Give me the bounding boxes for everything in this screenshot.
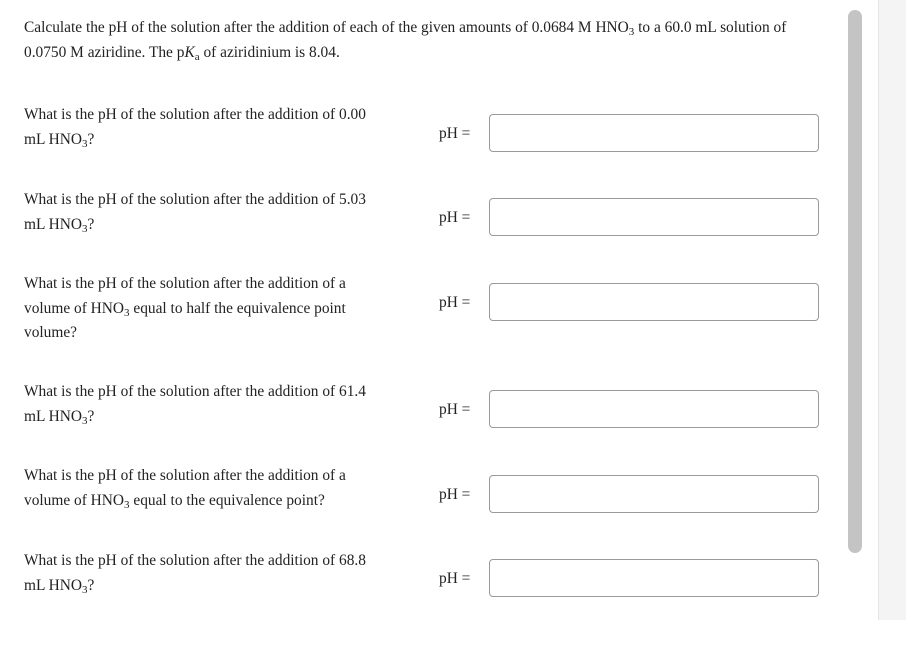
ph-label-3: pH =: [439, 294, 471, 311]
question-4-subscript: 3: [82, 414, 88, 427]
question-4-text-b: ?: [87, 407, 95, 425]
question-1-subscript: 3: [82, 137, 88, 150]
intro-text-1: Calculate the pH of the solution after the addition of each of the given amounts of 0.0684 M HNO: [24, 19, 629, 36]
question-6-text-a: What is the pH of the solution after the addition of 68.8 mL HNO: [24, 552, 366, 594]
question-5-text: [24, 464, 384, 513]
page-bottom: [0, 620, 906, 653]
question-5-text-a: What is the pH of the solution after the addition of a volume of HNO: [24, 467, 346, 509]
intro-k-symbol: K: [184, 44, 195, 61]
ph-input-5[interactable]: [489, 475, 819, 513]
intro-subscript-a: a: [194, 51, 200, 63]
ph-input-4[interactable]: [489, 390, 819, 428]
question-1-text-a: What is the pH of the solution after the addition of 0.00 mL HNO: [24, 106, 366, 148]
question-2-text-b: ?: [87, 215, 95, 233]
ph-label-4: pH =: [439, 401, 471, 418]
ph-label-2: pH =: [439, 209, 471, 226]
question-2-text-a: What is the pH of the solution after the addition of 5.03 mL HNO: [24, 191, 366, 233]
scrollbar-thumb[interactable]: [848, 10, 862, 553]
question-6-text: [24, 549, 384, 598]
question-2-subscript: 3: [82, 222, 88, 235]
right-side-strip: [878, 0, 906, 620]
question-3-text: [24, 272, 384, 346]
question-4-text-a: What is the pH of the solution after the addition of 61.4 mL HNO: [24, 383, 366, 425]
question-1-text: [24, 103, 384, 152]
ph-input-3[interactable]: [489, 283, 819, 321]
ph-input-6[interactable]: [489, 559, 819, 597]
question-3-text-a: What is the pH of the solution after the addition of a volume of HNO: [24, 275, 346, 317]
question-5-subscript: 3: [124, 498, 130, 511]
question-5-text-b: equal to the equivalence point?: [129, 491, 325, 509]
ph-input-2[interactable]: [489, 198, 819, 236]
question-6-text-b: ?: [87, 576, 95, 594]
question-3-subscript: 3: [124, 306, 130, 319]
question-1-text-b: ?: [87, 130, 95, 148]
intro-subscript-3: 3: [628, 26, 635, 38]
question-6-subscript: 3: [82, 583, 88, 596]
ph-label-5: pH =: [439, 486, 471, 503]
question-3-text-b: equal to half the equivalence point volume?: [24, 299, 346, 341]
question-4-text: [24, 380, 384, 429]
intro-text-3: of aziridinium is 8.04.: [199, 44, 340, 61]
ph-label-6: pH =: [439, 570, 471, 587]
ph-label-1: pH =: [439, 125, 471, 142]
ph-input-1[interactable]: [489, 114, 819, 152]
question-2-text: [24, 188, 384, 237]
intro-text-2: to a 60.0 mL solution of 0.0750 M aziridine. The p: [24, 19, 787, 61]
problem-statement: [24, 15, 824, 65]
